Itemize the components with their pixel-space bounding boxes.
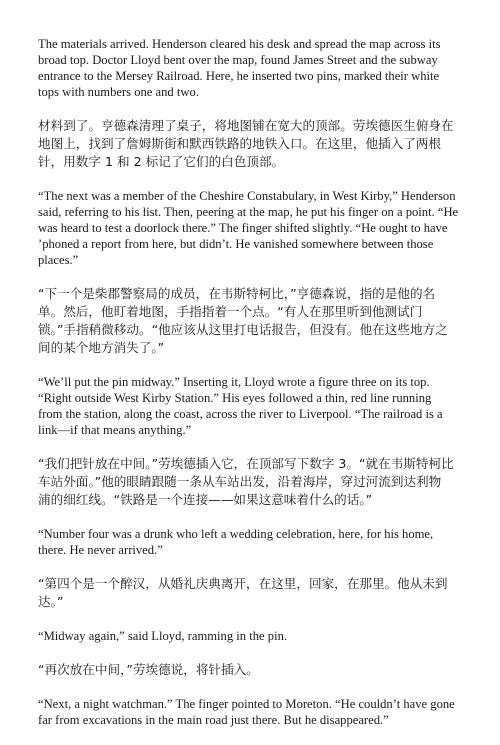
paragraph-english: “Midway again,” said Lloyd, ramming in the pin.: [38, 629, 288, 643]
document-page: [38, 36, 463, 745]
paragraph-chinese: “下一个是柴郡警察局的成员，在韦斯特柯比，”亨德森说，指的是他的名 单。然后，他盯着地图，手指指着一个点。“有人在那里听到他测试门 锁。”手指稍微移动。“他应该从这里打电话报告，但没有。他在这些地方之 间的某个地方消失了。”: [38, 286, 448, 355]
paragraph-chinese: “我们把针放在中间。”劳埃德插入它，在顶部写下数字 3。“就在韦斯特柯比 车站外面。”他的眼睛跟随一条从车站出发，沿着海岸，穿过河流到达利物 浦的细红线。“铁路是一个连接——如果这意味着什么的话。”: [38, 456, 454, 507]
paragraph-chinese: 材料到了。亨德森清理了桌子，将地图铺在宽大的顶部。劳埃德医生俯身在 地图上，找到了詹姆斯街和默西铁路的地铁入口。在这里，他插入了两根 针，用数字 1 和 2 标记了它们的白色顶部。: [38, 118, 454, 169]
paragraph-english: “We’ll put the pin midway.” Inserting it, Lloyd wrote a figure three on its top. “Right outside West Kirby Station.” His eyes followed a thin, red line running from the station, along the coast, across the river to Liverpool. “The railroad is a link—if that means anything.”: [38, 375, 443, 437]
paragraph-english: “Next, a night watchman.” The finger pointed to Moreton. “He couldn’t have gone far from excavations in the main road just there. But he disappeared.”: [38, 697, 455, 727]
paragraph-english: “Number four was a drunk who left a wedding celebration, here, for his home, there. He never arrived.”: [38, 527, 434, 557]
paragraph-english: “The next was a member of the Cheshire Constabulary, in West Kirby,” Henderson said, referring to his list. Then, peering at the map, he put his finger on a point. “He was heard to test a doorlock there.” The finger shifted slightly. “He ought to have ’phoned a report from here, but didn’t. He vanished somewhere between those places.”: [38, 189, 459, 267]
paragraph-chinese: “再次放在中间，”劳埃德说，将针插入。: [38, 662, 259, 677]
paragraph-chinese: “第四个是一个醉汉，从婚礼庆典离开，在这里，回家，在那里。他从未到 达。”: [38, 576, 448, 609]
paragraph-english: The materials arrived. Henderson cleared his desk and spread the map across its broad top. Doctor Lloyd bent over the map, found James Street and the subway entrance to the Mersey Railroad. Here, he inserted two pins, marked their white tops with numbers one and two.: [38, 37, 441, 99]
